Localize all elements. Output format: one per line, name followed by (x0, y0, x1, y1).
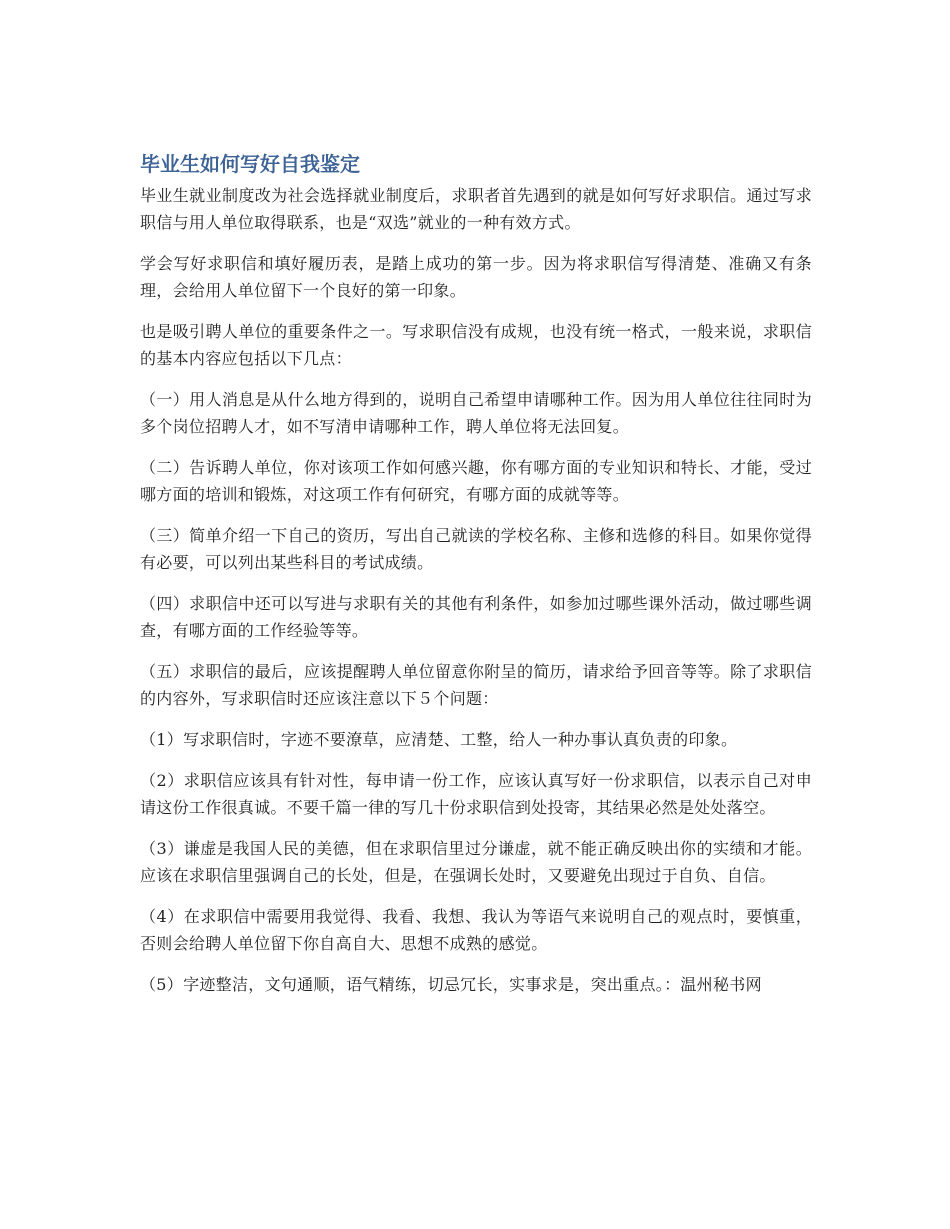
paragraph-tip-2: （2）求职信应该具有针对性，每申请一份工作，应该认真写好一份求职信，以表示自己对申请这份工作很真诚。不要千篇一律的写几十份求职信到处投寄，其结果必然是处处落空。 (140, 771, 812, 817)
paragraph-intro-3: 也是吸引聘人单位的重要条件之一。写求职信没有成规，也没有统一格式，一般来说，求职信的基本内容应包括以下几点： (140, 322, 812, 368)
paragraph-tip-4: （4）在求职信中需要用我觉得、我看、我想、我认为等语气来说明自己的观点时，要慎重，否则会给聘人单位留下你自高自大、思想不成熟的感觉。 (140, 907, 812, 953)
paragraph-tip-1: （1）写求职信时，字迹不要潦草，应清楚、工整，给人一种办事认真负责的印象。 (140, 730, 738, 749)
document-title: 毕业生如何写好自我鉴定 (140, 152, 360, 176)
paragraph-point-2: （二）告诉聘人单位，你对该项工作如何感兴趣，你有哪方面的专业知识和特长、才能，受过哪方面的培训和锻炼，对这项工作有何研究，有哪方面的成就等等。 (140, 458, 812, 504)
paragraph-point-1: （一）用人消息是从什么地方得到的，说明自己希望申请哪种工作。因为用人单位往往同时为多个岗位招聘人才，如不写清申请哪种工作，聘人单位将无法回复。 (140, 390, 812, 436)
paragraph-tip-5: （5）字迹整洁，文句通顺，语气精练，切忌冗长，实事求是，突出重点。：温州秘书网 (140, 975, 762, 994)
paragraph-intro-1: 毕业生就业制度改为社会选择就业制度后，求职者首先遇到的就是如何写好求职信。通过写求职信与用人单位取得联系，也是“双选”就业的一种有效方式。 (140, 186, 812, 232)
document-page (140, 148, 812, 1012)
paragraph-point-3: （三）简单介绍一下自己的资历，写出自己就读的学校名称、主修和选修的科目。如果你觉得有必要，可以列出某些科目的考试成绩。 (140, 526, 812, 572)
paragraph-intro-2: 学会写好求职信和填好履历表，是踏上成功的第一步。因为将求职信写得清楚、准确又有条理，会给用人单位留下一个良好的第一印象。 (140, 254, 812, 300)
paragraph-point-5: （五）求职信的最后，应该提醒聘人单位留意你附呈的简历，请求给予回音等等。除了求职信的内容外，写求职信时还应该注意以下５个问题： (140, 662, 812, 708)
paragraph-point-4: （四）求职信中还可以写进与求职有关的其他有利条件，如参加过哪些课外活动，做过哪些调查，有哪方面的工作经验等等。 (140, 594, 812, 640)
paragraph-tip-3: （3）谦虚是我国人民的美德，但在求职信里过分谦虚，就不能正确反映出你的实绩和才能。应该在求职信里强调自己的长处，但是，在强调长处时，又要避免出现过于自负、自信。 (140, 839, 812, 885)
